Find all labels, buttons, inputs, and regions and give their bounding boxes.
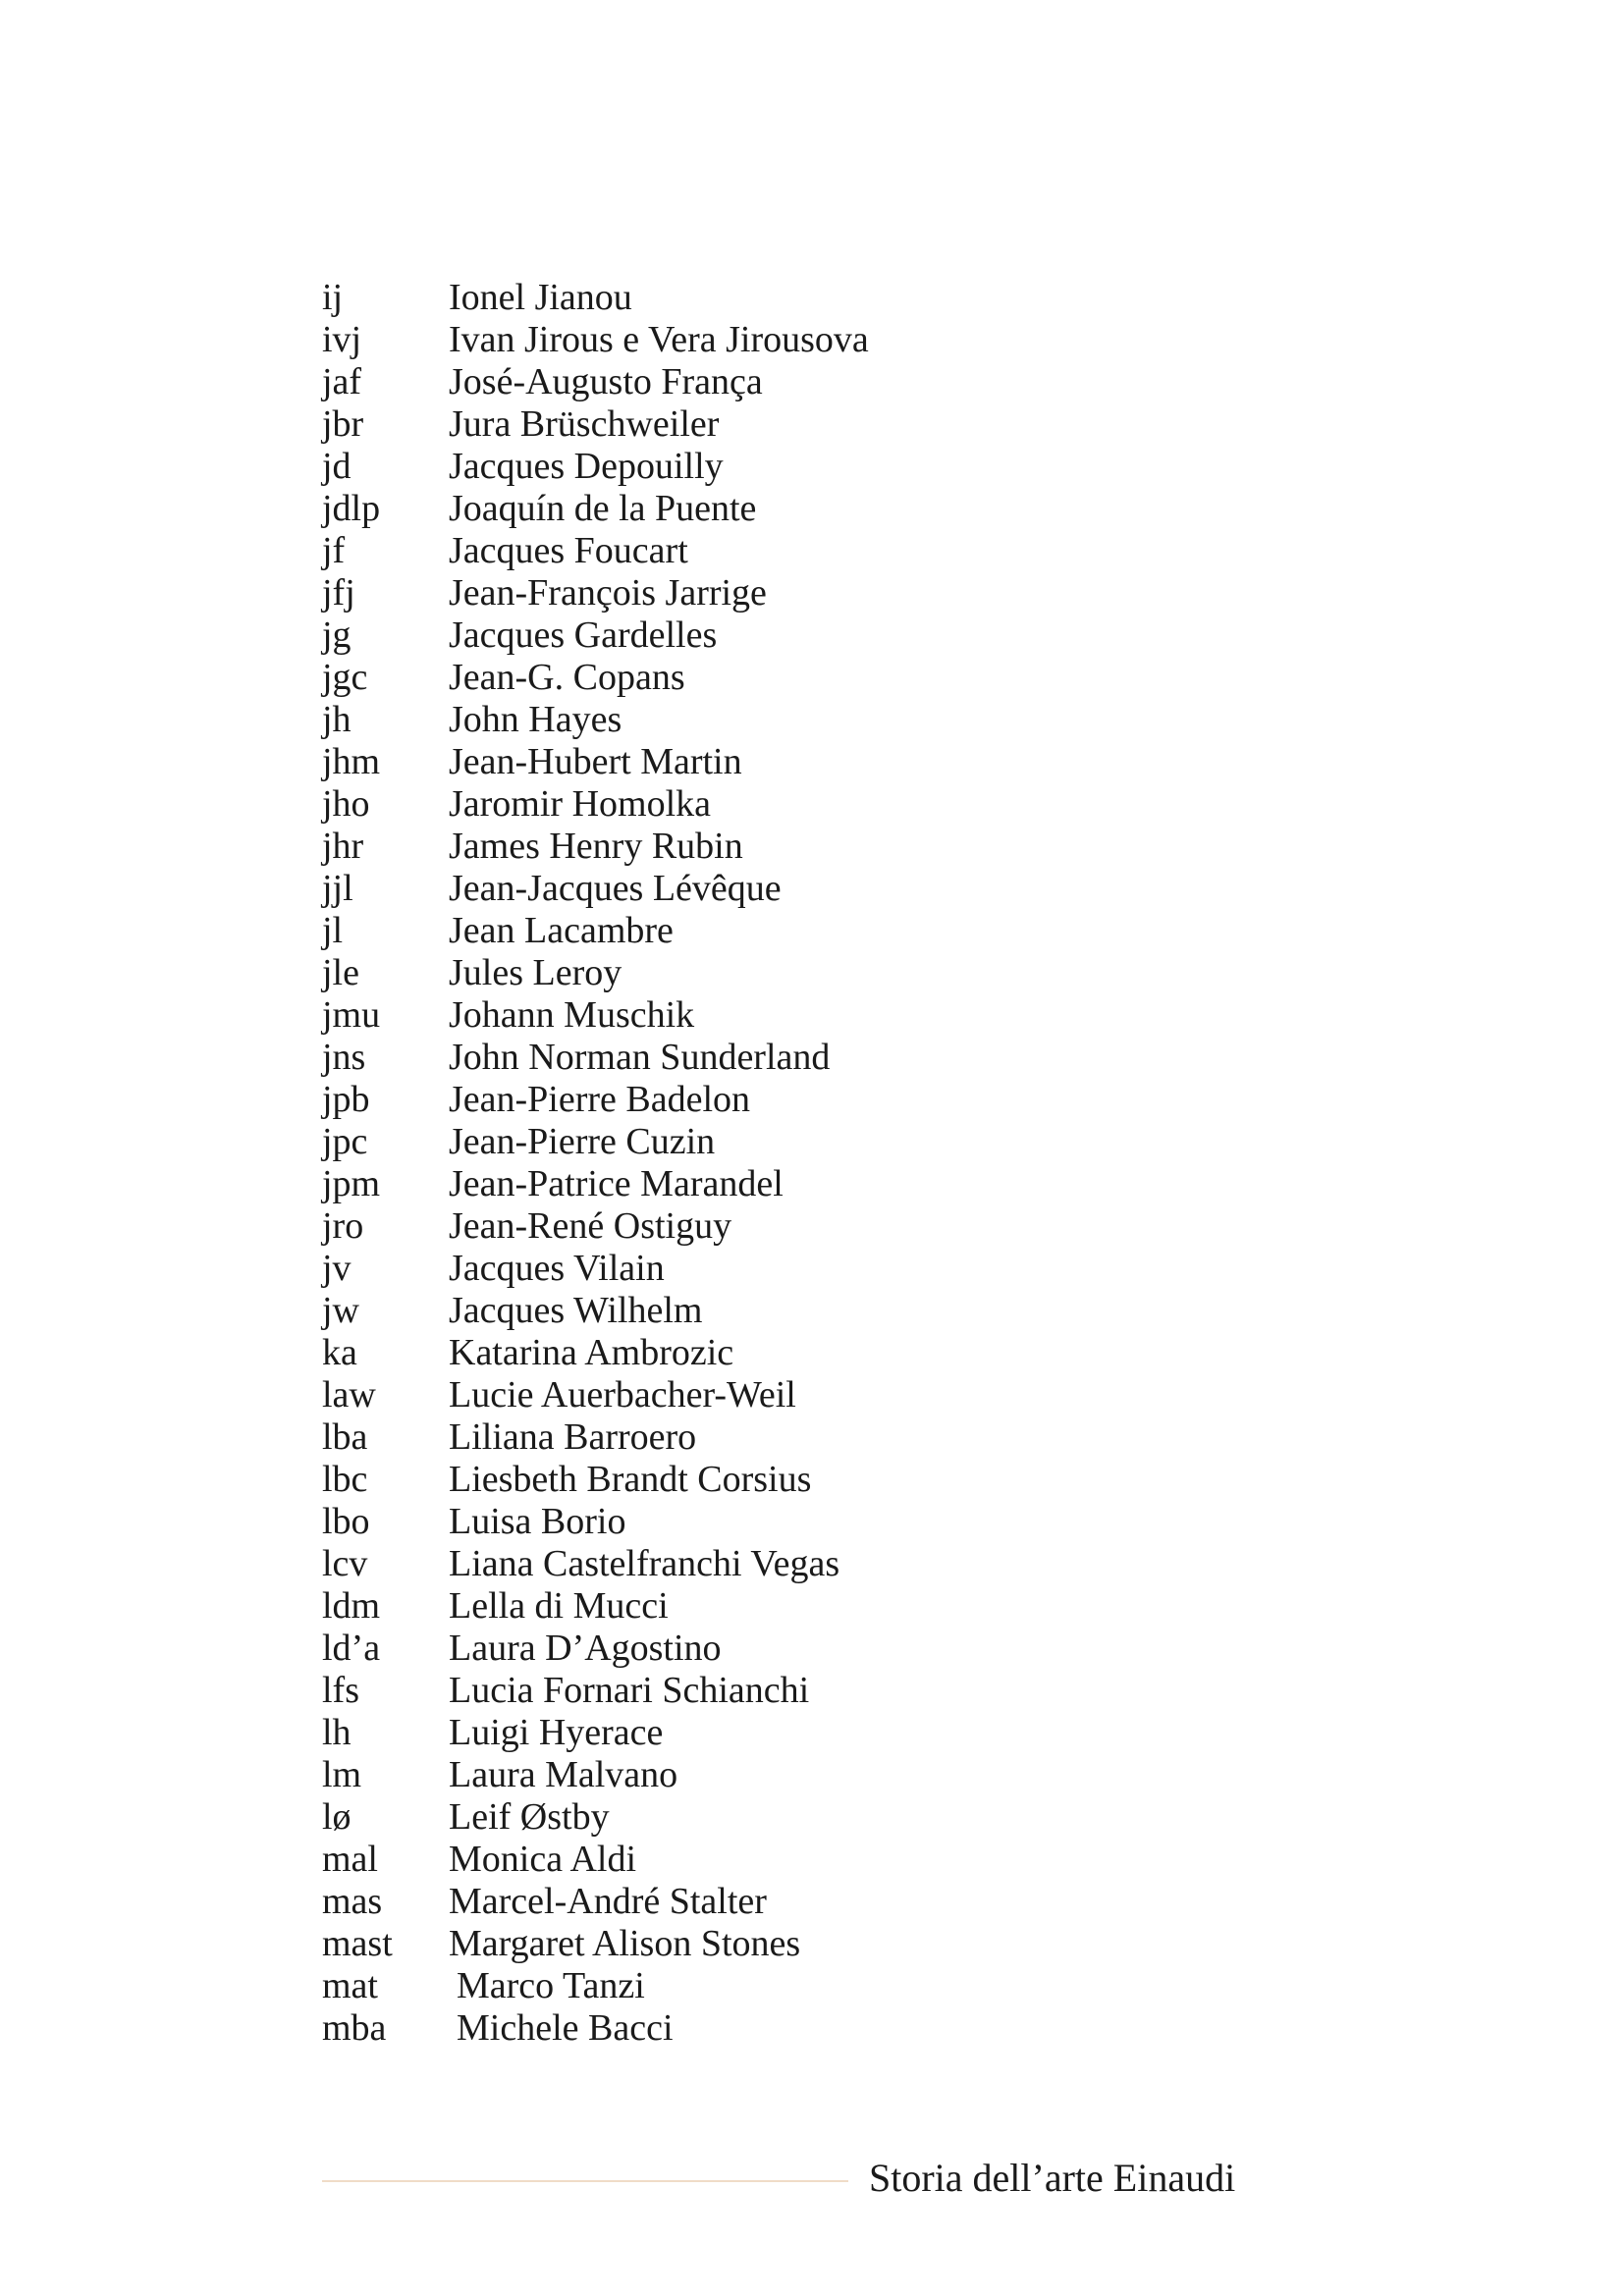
author-name: Jaromir Homolka	[449, 783, 712, 825]
list-item	[322, 783, 869, 826]
author-name: Monica Aldi	[449, 1839, 637, 1880]
author-abbreviation: jw	[322, 1290, 359, 1331]
author-abbreviation: jaf	[322, 361, 362, 402]
author-name: Johann Muschik	[449, 994, 695, 1036]
author-name: Liana Castelfranchi Vegas	[449, 1543, 840, 1584]
author-name: Margaret Alison Stones	[449, 1923, 801, 1964]
author-name: Lucie Auerbacher-Weil	[449, 1374, 796, 1415]
author-abbreviation: jro	[322, 1205, 364, 1247]
author-abbreviation: ka	[322, 1332, 357, 1373]
author-abbreviation: jhr	[322, 826, 364, 867]
author-name: Jacques Vilain	[449, 1248, 665, 1289]
author-abbreviation: jmu	[322, 994, 381, 1036]
list-item	[322, 741, 869, 783]
list-item	[322, 1037, 869, 1079]
author-abbreviation: mat	[322, 1965, 378, 2006]
list-item	[322, 319, 869, 361]
list-item	[322, 1923, 869, 1965]
author-abbreviation: jl	[322, 910, 344, 951]
author-name: Liliana Barroero	[449, 1416, 697, 1458]
list-item	[322, 1501, 869, 1543]
list-item	[322, 994, 869, 1037]
author-name: Jules Leroy	[449, 952, 622, 993]
footer-rule	[322, 2180, 848, 2182]
author-name: José-Augusto França	[449, 361, 763, 402]
list-item	[322, 1248, 869, 1290]
list-item	[322, 1628, 869, 1670]
list-item	[322, 1290, 869, 1332]
list-item	[322, 1839, 869, 1881]
list-item	[322, 868, 869, 910]
author-name: Katarina Ambrozic	[449, 1332, 734, 1373]
list-item	[322, 826, 869, 868]
list-item	[322, 1205, 869, 1248]
author-name: Jean-François Jarrige	[449, 572, 767, 614]
list-item	[322, 530, 869, 572]
author-name: Luisa Borio	[449, 1501, 626, 1542]
author-name: John Hayes	[449, 699, 622, 740]
author-abbreviation: lbc	[322, 1459, 368, 1500]
author-name: Jean-G. Copans	[449, 657, 685, 698]
list-item	[322, 572, 869, 614]
footer-title: Storia dell’arte Einaudi	[869, 2156, 1236, 2200]
author-name: Jean-Pierre Cuzin	[449, 1121, 716, 1162]
author-name: Laura Malvano	[449, 1754, 678, 1795]
author-name: Jacques Gardelles	[449, 614, 718, 656]
author-name: Jean Lacambre	[449, 910, 674, 951]
list-item	[322, 1332, 869, 1374]
author-name: Lella di Mucci	[449, 1585, 669, 1627]
author-abbreviation: jns	[322, 1037, 366, 1078]
author-name: James Henry Rubin	[449, 826, 743, 867]
author-abbreviation: jg	[322, 614, 352, 656]
list-item	[322, 1163, 869, 1205]
author-name: Luigi Hyerace	[449, 1712, 664, 1753]
list-item	[322, 699, 869, 741]
list-item	[322, 488, 869, 530]
list-item	[322, 1543, 869, 1585]
author-abbreviation: jfj	[322, 572, 355, 614]
author-abbreviation: jjl	[322, 868, 353, 909]
author-abbreviation: jgc	[322, 657, 368, 698]
author-abbreviation: lø	[322, 1796, 352, 1838]
author-abbreviation: mba	[322, 2007, 387, 2049]
list-item	[322, 952, 869, 994]
author-abbreviation: jle	[322, 952, 359, 993]
author-name: Ionel Jianou	[449, 277, 632, 318]
author-abbreviation: mas	[322, 1881, 383, 1922]
author-abbreviation: ld’a	[322, 1628, 381, 1669]
author-name: Jura Brüschweiler	[449, 403, 720, 445]
author-name: Marcel-André Stalter	[449, 1881, 767, 1922]
list-item	[322, 910, 869, 952]
author-name: Jean-Patrice Marandel	[449, 1163, 784, 1204]
author-name: Leif Østby	[449, 1796, 610, 1838]
author-name: Joaquín de la Puente	[449, 488, 757, 529]
author-name: Lucia Fornari Schianchi	[449, 1670, 810, 1711]
author-name: John Norman Sunderland	[449, 1037, 831, 1078]
author-name: Jean-Pierre Badelon	[449, 1079, 751, 1120]
list-item	[322, 1965, 869, 2007]
author-name: Laura D’Agostino	[449, 1628, 722, 1669]
author-name: Jacques Wilhelm	[449, 1290, 703, 1331]
author-abbreviation: lbo	[322, 1501, 370, 1542]
list-item	[322, 1754, 869, 1796]
author-abbreviation: jbr	[322, 403, 364, 445]
list-item	[322, 446, 869, 488]
author-name: Marco Tanzi	[457, 1965, 645, 2006]
author-name: Jacques Foucart	[449, 530, 688, 571]
list-item	[322, 1079, 869, 1121]
author-abbreviation: jh	[322, 699, 352, 740]
author-abbreviation: ij	[322, 277, 344, 318]
list-item	[322, 1670, 869, 1712]
author-abbreviation: mast	[322, 1923, 393, 1964]
list-item	[322, 1121, 869, 1163]
author-abbreviation: mal	[322, 1839, 378, 1880]
author-abbreviation: jhm	[322, 741, 381, 782]
list-item	[322, 614, 869, 657]
author-name: Jean-Hubert Martin	[449, 741, 742, 782]
list-item	[322, 277, 869, 319]
list-item	[322, 657, 869, 699]
author-abbreviation: jpc	[322, 1121, 368, 1162]
author-abbreviation: lcv	[322, 1543, 368, 1584]
author-name: Ivan Jirous e Vera Jirousova	[449, 319, 869, 360]
author-abbreviation: lh	[322, 1712, 352, 1753]
author-abbreviation: lba	[322, 1416, 368, 1458]
author-abbreviation: jd	[322, 446, 352, 487]
author-abbreviation: law	[322, 1374, 376, 1415]
author-abbreviation: jho	[322, 783, 370, 825]
author-abbreviation: ldm	[322, 1585, 381, 1627]
author-name: Jean-Jacques Lévêque	[449, 868, 782, 909]
author-abbreviation: lfs	[322, 1670, 359, 1711]
author-abbreviation: jf	[322, 530, 346, 571]
list-item	[322, 1416, 869, 1459]
author-abbreviation: jdlp	[322, 488, 381, 529]
author-name: Jacques Depouilly	[449, 446, 724, 487]
list-item	[322, 1881, 869, 1923]
list-item	[322, 1712, 869, 1754]
author-abbreviation: lm	[322, 1754, 362, 1795]
author-abbreviation: jpm	[322, 1163, 381, 1204]
author-name: Jean-René Ostiguy	[449, 1205, 732, 1247]
author-name: Michele Bacci	[457, 2007, 674, 2049]
list-item	[322, 1585, 869, 1628]
author-abbreviation: jv	[322, 1248, 352, 1289]
list-item	[322, 1374, 869, 1416]
author-abbreviation-list	[322, 277, 869, 2050]
list-item	[322, 1796, 869, 1839]
list-item	[322, 361, 869, 403]
list-item	[322, 2007, 869, 2050]
list-item	[322, 403, 869, 446]
list-item	[322, 1459, 869, 1501]
author-abbreviation: ivj	[322, 319, 362, 360]
author-abbreviation: jpb	[322, 1079, 370, 1120]
author-name: Liesbeth Brandt Corsius	[449, 1459, 812, 1500]
